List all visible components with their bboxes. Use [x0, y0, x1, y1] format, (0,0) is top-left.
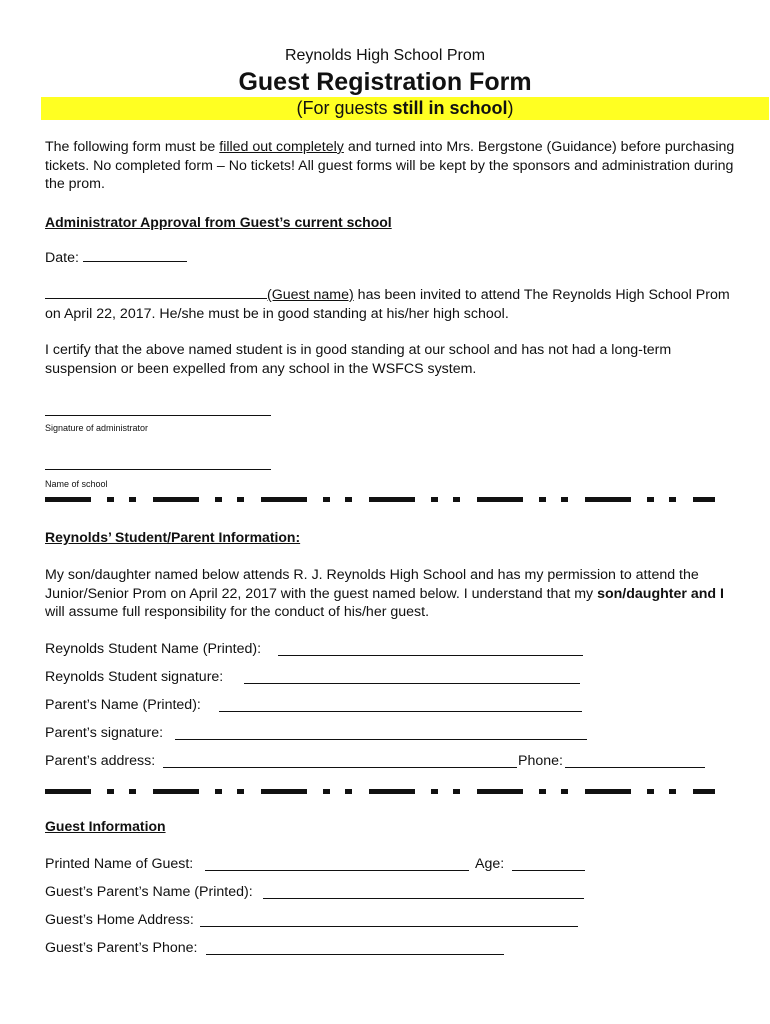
permission-text-1: My son/daughter named below attends R. J. Reynolds High School and has my permission to attend the Junior/Senior Prom on April 22, 2017 with the guest named below. I understand that my [45, 567, 699, 602]
parent-signature-blank[interactable] [175, 725, 587, 740]
invite-text: has been invited to attend The Reynolds High School Prom on April 22, 2017. He/she must be in good standing at his/her high school. [45, 287, 730, 322]
guest-address-label: Guest’s Home Address: [45, 912, 194, 928]
date-blank[interactable] [83, 248, 187, 262]
permission-paragraph [45, 566, 735, 622]
parent-signature-label: Parent’s signature: [45, 725, 164, 741]
guest-parent-phone-field[interactable] [45, 940, 197, 956]
intro-paragraph [45, 138, 735, 194]
guest-address-field[interactable] [45, 912, 194, 928]
permission-bold: son/daughter and I [597, 585, 724, 602]
intro-text-1: The following form must be [45, 139, 220, 155]
intro-text-2: and turned into Mrs. Bergstone (Guidance) before purchasing tickets. No completed form – No tickets! All guest forms will be kept by the sponsors and administration during the prom. [45, 139, 735, 192]
date-field[interactable] [45, 248, 735, 268]
guest-name-blank[interactable] [45, 285, 267, 299]
phone-blank[interactable] [565, 753, 705, 768]
form-title: Guest Registration Form [238, 68, 532, 96]
guest-parent-name-blank[interactable] [263, 884, 584, 899]
parent-name-blank[interactable] [219, 697, 582, 712]
age-label: Age: [475, 856, 505, 872]
guest-address-blank[interactable] [200, 912, 578, 927]
date-label: Date: [45, 250, 79, 266]
admin-section-heading: Administrator Approval from Guest’s current school [45, 214, 392, 230]
guest-parent-name-label: Guest’s Parent’s Name (Printed): [45, 884, 253, 900]
parent-name-field[interactable] [45, 697, 201, 713]
parent-address-label: Parent’s address: [45, 753, 156, 769]
subtitle-highlight [41, 97, 769, 120]
student-name-blank[interactable] [278, 641, 583, 656]
guest-printed-name-label: Printed Name of Guest: [45, 856, 194, 872]
parent-address-blank[interactable] [163, 753, 517, 768]
school-name-line[interactable] [45, 469, 271, 470]
intro-underlined: filled out completely [219, 139, 344, 155]
student-signature-blank[interactable] [244, 669, 580, 684]
certify-paragraph: I certify that the above named student is in good standing at our school and has not had a long-term suspension or been expelled from any school in the WSFCS system. [45, 342, 672, 377]
invite-paragraph [45, 285, 735, 323]
subtitle-post: ) [507, 98, 514, 118]
guest-printed-name-blank[interactable] [205, 856, 469, 871]
admin-signature-label: Signature of administrator [45, 423, 149, 433]
permission-text-2: will assume full responsibility for the conduct of his/her guest. [45, 604, 430, 620]
student-section-heading: Reynolds’ Student/Parent Information: [45, 529, 301, 545]
student-signature-label: Reynolds Student signature: [45, 669, 224, 685]
guest-parent-phone-label: Guest’s Parent’s Phone: [45, 940, 198, 956]
student-signature-field[interactable] [45, 669, 223, 685]
school-name-label: Name of school [45, 479, 108, 489]
phone-label: Phone: [518, 753, 563, 769]
admin-signature-line[interactable] [45, 415, 271, 416]
parent-name-label: Parent’s Name (Printed): [45, 697, 201, 713]
parent-signature-field[interactable] [45, 725, 163, 741]
student-name-field[interactable] [45, 641, 261, 657]
cut-line-1 [45, 497, 715, 502]
subtitle-pre: (For guests [296, 98, 393, 118]
student-name-label: Reynolds Student Name (Printed): [45, 641, 262, 657]
subtitle-bold: still in school [392, 98, 508, 118]
guest-parent-name-field[interactable] [45, 884, 253, 900]
parent-address-field[interactable] [45, 753, 563, 769]
cut-line-2 [45, 789, 715, 794]
guest-parent-phone-blank[interactable] [206, 940, 504, 955]
age-blank[interactable] [512, 856, 585, 871]
guest-name-label: (Guest name) [267, 287, 354, 303]
school-title: Reynolds High School Prom [284, 47, 486, 64]
guest-name-field[interactable] [45, 856, 505, 872]
guest-section-heading: Guest Information [45, 818, 166, 834]
